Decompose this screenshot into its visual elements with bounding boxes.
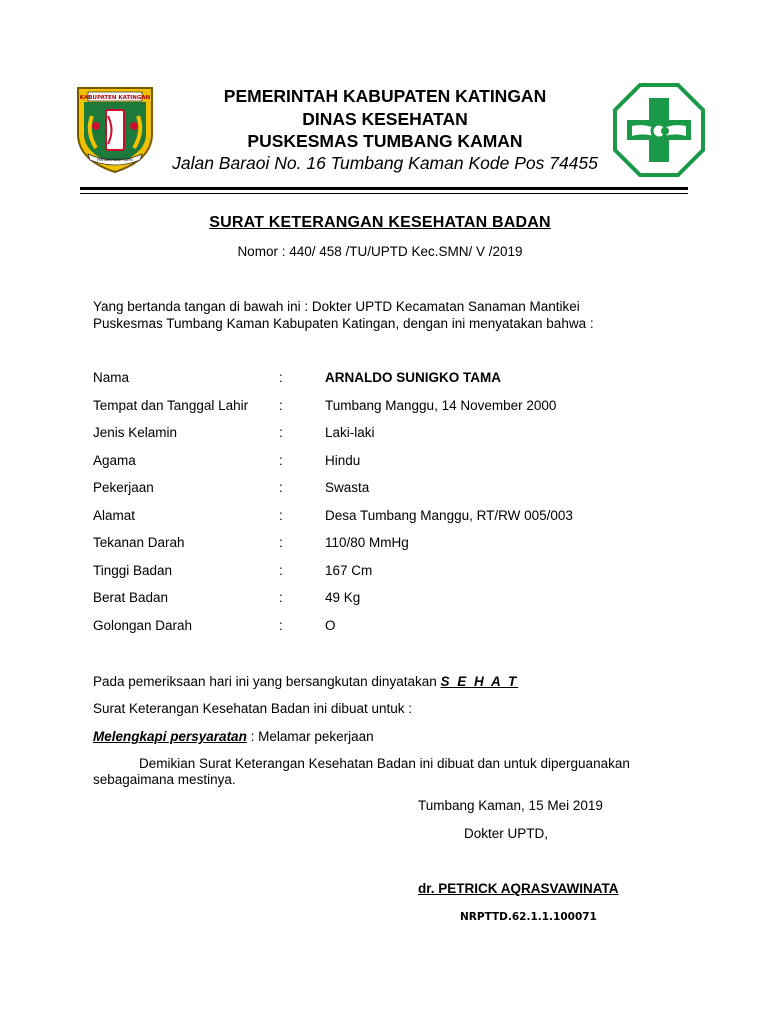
purpose-text: : Melamar pekerjaan	[246, 729, 374, 744]
closing-line-1: Demikian Surat Keterangan Kesehatan Badan ini dibuat dan untuk diperguanakan	[139, 756, 630, 771]
field-value-jenis-kelamin: Laki-laki	[325, 425, 375, 440]
header-puskesmas: PUSKESMAS TUMBANG KAMAN	[247, 131, 523, 151]
field-value-berat-badan: 49 Kg	[325, 590, 361, 605]
field-value-golongan-darah: O	[325, 618, 336, 633]
field-label-pekerjaan: Pekerjaan	[93, 480, 154, 495]
result-value: S E H A T	[440, 674, 519, 689]
header-department: DINAS KESEHATAN	[302, 109, 468, 129]
header-government: PEMERINTAH KABUPATEN KATINGAN	[223, 86, 547, 106]
intro-line-2: Puskesmas Tumbang Kaman Kabupaten Katingan, dengan ini menyatakan bahwa :	[93, 316, 594, 331]
sign-place-date: Tumbang Kaman, 15 Mei 2019	[418, 798, 603, 813]
document-number: Nomor : 440/ 458 /TU/UPTD Kec.SMN/ V /2019	[237, 244, 523, 259]
field-label-alamat: Alamat	[93, 508, 136, 523]
field-label-tekanan-darah: Tekanan Darah	[93, 535, 185, 550]
document-title: SURAT KETERANGAN KESEHATAN BADAN	[209, 214, 551, 231]
field-colon: :	[279, 535, 283, 550]
closing-line-2: sebagaimana mestinya.	[93, 772, 236, 787]
sign-nrp: NRPTTD.62.1.1.100071	[460, 911, 597, 923]
header-rule-thin	[80, 193, 688, 194]
field-label-tinggi-badan: Tinggi Badan	[93, 563, 173, 578]
purpose-statement	[93, 729, 374, 744]
field-colon: :	[279, 370, 283, 385]
field-label-ttl: Tempat dan Tanggal Lahir	[93, 398, 249, 413]
field-label-agama: Agama	[93, 453, 136, 468]
field-value-ttl: Tumbang Manggu, 14 November 2000	[325, 398, 557, 413]
sign-name: dr. PETRICK AQRASVAWINATA	[418, 881, 619, 896]
field-colon: :	[279, 563, 283, 578]
field-colon: :	[279, 453, 283, 468]
sign-role: Dokter UPTD,	[464, 826, 549, 841]
field-colon: :	[279, 398, 283, 413]
purpose-label: Melengkapi persyaratan	[93, 729, 247, 744]
field-value-alamat: Desa Tumbang Manggu, RT/RW 005/003	[325, 508, 573, 523]
field-colon: :	[279, 590, 283, 605]
emblem-ribbon-text: PENYANG HINJE SIMPEI	[96, 158, 134, 162]
field-colon: :	[279, 618, 283, 633]
field-colon: :	[279, 425, 283, 440]
field-value-tinggi-badan: 167 Cm	[325, 563, 373, 578]
field-label-berat-badan: Berat Badan	[93, 590, 169, 605]
field-colon: :	[279, 508, 283, 523]
field-value-nama: ARNALDO SUNIGKO TAMA	[325, 370, 501, 385]
field-label-golongan-darah: Golongan Darah	[93, 618, 193, 633]
field-value-tekanan-darah: 110/80 MmHg	[325, 535, 409, 550]
katingan-emblem-logo	[72, 82, 158, 174]
field-label-jenis-kelamin: Jenis Kelamin	[93, 425, 178, 440]
purpose-intro: Surat Keterangan Kesehatan Badan ini dibuat untuk :	[93, 701, 412, 716]
puskesmas-logo	[612, 82, 706, 178]
result-statement	[93, 674, 518, 689]
field-label-nama: Nama	[93, 370, 130, 385]
result-text: Pada pemeriksaan hari ini yang bersangkutan dinyatakan	[93, 674, 441, 689]
field-value-pekerjaan: Swasta	[325, 480, 370, 495]
field-value-agama: Hindu	[325, 453, 361, 468]
field-colon: :	[279, 480, 283, 495]
intro-line-1: Yang bertanda tangan di bawah ini : Dokter UPTD Kecamatan Sanaman Mantikei	[93, 299, 580, 314]
emblem-top-text: KABUPATEN KATINGAN	[79, 95, 151, 101]
header-address: Jalan Baraoi No. 16 Tumbang Kaman Kode Pos 74455	[172, 153, 598, 173]
header-rule-thick	[80, 187, 688, 190]
